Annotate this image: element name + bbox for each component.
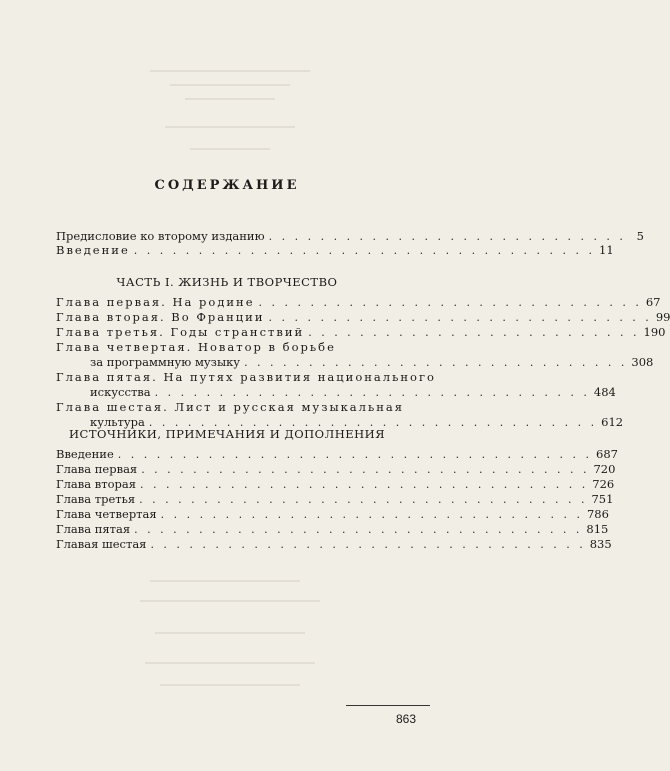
toc-page: 67 bbox=[645, 295, 661, 309]
page-number: 863 bbox=[396, 712, 417, 726]
toc-row-chapter-2 bbox=[56, 309, 670, 325]
footer-rule bbox=[346, 705, 430, 706]
leader-dots: . . . . . . . . . . . . . . . . . . . . . . . . . . bbox=[308, 326, 640, 339]
toc-page: 5 bbox=[636, 229, 644, 243]
toc-label-continued: за программную музыку bbox=[90, 355, 241, 369]
leader-dots: . . . . . . . . . . . . . . . . . . . . . . . . . . . . . . . . . bbox=[160, 508, 583, 521]
leader-dots: . . . . . . . . . . . . . . . . . . . . . . . . . . . . . . bbox=[244, 356, 628, 369]
toc-row-src-5 bbox=[56, 521, 609, 537]
bleed-through-line bbox=[190, 148, 270, 150]
toc-row-chapter-4-cont bbox=[90, 354, 654, 370]
leader-dots: . . . . . . . . . . . . . . . . . . . . . . . . . . . . . . . . . . . bbox=[141, 463, 590, 476]
part-heading: ЧАСТЬ I. ЖИЗНЬ И ТВОРЧЕСТВО bbox=[116, 275, 338, 289]
toc-label: Глава пятая bbox=[56, 522, 131, 536]
leader-dots: . . . . . . . . . . . . . . . . . . . . . . . . . . . . . . . . . . . bbox=[139, 493, 588, 506]
toc-label: Глава четвертая bbox=[56, 507, 157, 521]
toc-label: Введение bbox=[56, 243, 130, 257]
toc-label-continued: искусства bbox=[90, 385, 151, 399]
bleed-through-line bbox=[160, 684, 300, 686]
toc-page: 484 bbox=[593, 385, 616, 399]
leader-dots: . . . . . . . . . . . . . . . . . . . . . . . . . . . . . . . . . . . . . bbox=[117, 448, 593, 461]
bleed-through-line bbox=[165, 126, 295, 128]
toc-row-src-intro bbox=[56, 446, 618, 462]
toc-row-chapter-5 bbox=[56, 369, 436, 385]
toc-row-introduction bbox=[56, 242, 614, 258]
toc-row-src-6 bbox=[56, 536, 612, 552]
toc-label: Главая шестая bbox=[56, 537, 147, 551]
bleed-through-line bbox=[155, 632, 305, 634]
leader-dots: . . . . . . . . . . . . . . . . . . . . . . . . . . . . . . . . . . . bbox=[148, 416, 598, 429]
toc-page: 786 bbox=[586, 507, 609, 521]
leader-dots: . . . . . . . . . . . . . . . . . . . . . . . . . . . . . . bbox=[268, 311, 652, 324]
toc-page: 815 bbox=[586, 522, 609, 536]
toc-page: 726 bbox=[592, 477, 615, 491]
toc-page: 308 bbox=[631, 355, 654, 369]
leader-dots: . . . . . . . . . . . . . . . . . . . . . . . . . . . . . . bbox=[258, 296, 642, 309]
toc-label: Глава вторая bbox=[56, 477, 136, 491]
bleed-through-line bbox=[145, 662, 315, 664]
toc-page: 190 bbox=[643, 325, 666, 339]
bleed-through-line bbox=[185, 98, 275, 100]
toc-page: 612 bbox=[601, 415, 624, 429]
toc-row-src-3 bbox=[56, 491, 614, 507]
toc-row-src-4 bbox=[56, 506, 609, 522]
bleed-through-line bbox=[150, 70, 310, 72]
bleed-through-line bbox=[150, 580, 300, 582]
toc-page: 751 bbox=[591, 492, 614, 506]
leader-dots: . . . . . . . . . . . . . . . . . . . . . . . . . . . . . . . . . . . bbox=[134, 523, 583, 536]
leader-dots: . . . . . . . . . . . . . . . . . . . . . . . . . . . . . . . . . . bbox=[150, 538, 586, 551]
toc-row-chapter-1 bbox=[56, 294, 661, 310]
toc-page: 11 bbox=[599, 243, 614, 257]
toc-label: Предисловие ко второму изданию bbox=[56, 229, 265, 243]
leader-dots: . . . . . . . . . . . . . . . . . . . . . . . . . . . . bbox=[268, 230, 626, 243]
toc-label: Глава третья bbox=[56, 492, 136, 506]
leader-dots: . . . . . . . . . . . . . . . . . . . . . . . . . . . . . . . . . . . bbox=[140, 478, 589, 491]
toc-label: Глава шестая. Лист и русская музыкальная bbox=[56, 400, 405, 414]
page-title: СОДЕРЖАНИЕ bbox=[154, 178, 300, 193]
toc-page: 835 bbox=[589, 537, 612, 551]
toc-row-chapter-4 bbox=[56, 339, 412, 355]
toc-label: Глава первая bbox=[56, 462, 138, 476]
toc-label: Глава четвертая. Новатор в борьбе bbox=[56, 340, 336, 354]
toc-row-src-1 bbox=[56, 461, 616, 477]
toc-row-src-2 bbox=[56, 476, 615, 492]
bleed-through-line bbox=[170, 84, 290, 86]
toc-page: 687 bbox=[596, 447, 618, 461]
toc-page: 99 bbox=[655, 310, 670, 324]
toc-row-chapter-3 bbox=[56, 324, 666, 340]
leader-dots: . . . . . . . . . . . . . . . . . . . . . . . . . . . . . . . . . . bbox=[154, 386, 590, 399]
toc-label: Глава первая. На родине bbox=[56, 295, 255, 309]
toc-label: Введение bbox=[56, 447, 114, 461]
toc-label: Глава пятая. На путях развития национального bbox=[56, 370, 436, 384]
toc-page: 720 bbox=[593, 462, 616, 476]
leader-dots: . . . . . . . . . . . . . . . . . . . . . . . . . . . . . . . . . . . . bbox=[133, 244, 596, 257]
toc-row-chapter-5-cont bbox=[90, 384, 616, 400]
bleed-through-line bbox=[140, 600, 320, 602]
toc-row-chapter-6 bbox=[56, 399, 412, 415]
toc-label-continued: культура bbox=[90, 415, 145, 429]
toc-label: Глава третья. Годы странствий bbox=[56, 325, 305, 339]
sources-heading: ИСТОЧНИКИ, ПРИМЕЧАНИЯ И ДОПОЛНЕНИЯ bbox=[69, 427, 385, 441]
toc-label: Глава вторая. Во Франции bbox=[56, 310, 265, 324]
